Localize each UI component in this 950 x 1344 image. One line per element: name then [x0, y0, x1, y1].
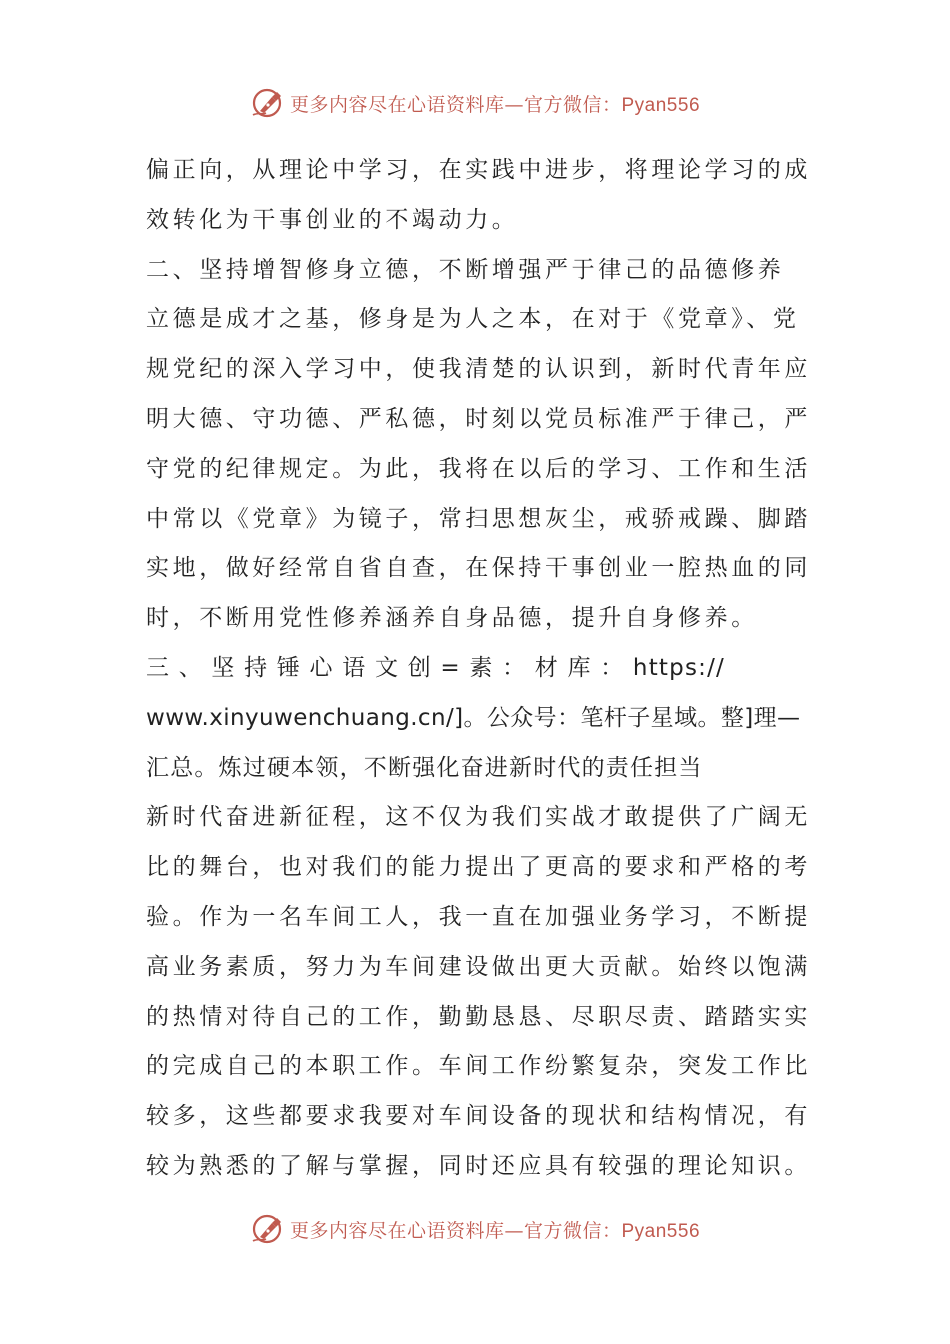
- text-line: 的热情对待自己的工作，勤勤恳恳、尽职尽责、踏踏实实: [146, 1003, 811, 1030]
- text-line: 中常以《党章》为镜子，常扫思想灰尘，戒骄戒躁、脚踏: [146, 505, 811, 532]
- text-line-url: www.xinyuwenchuang.cn/]。公众号：笔杆子星域。整]理—: [146, 704, 801, 731]
- text-line: 较为熟悉的了解与掌握，同时还应具有较强的理论知识。: [146, 1152, 811, 1179]
- pen-nib-logo-icon: [250, 85, 286, 121]
- header-banner: [0, 83, 950, 123]
- section-heading: 二、坚持增智修身立德，不断增强严于律己的品德修养: [146, 256, 785, 283]
- text-line: 较多，这些都要求我要对车间设备的现状和结构情况，有: [146, 1103, 811, 1130]
- footer-text: [290, 1216, 700, 1243]
- text-line: 高业务素质，努力为车间建设做出更大贡献。始终以饱满: [146, 953, 811, 980]
- header-slogan: 更多内容尽在心语资料库—官方微信：: [289, 93, 622, 116]
- footer-wechat-id: Pyan556: [621, 1220, 701, 1242]
- document-body: [146, 146, 811, 1192]
- text-line: 的完成自己的本职工作。车间工作纷繁复杂，突发工作比: [146, 1053, 811, 1080]
- text-line: 汇总。炼过硬本领，不断强化奋进新时代的责任担当: [146, 754, 703, 781]
- text-line: 新时代奋进新征程，这不仅为我们实战才敢提供了广阔无: [146, 804, 811, 831]
- footer-slogan: 更多内容尽在心语资料库—官方微信：: [289, 1219, 622, 1242]
- pen-nib-logo-icon: [250, 1211, 286, 1247]
- text-line: 偏正向，从理论中学习，在实践中进步，将理论学习的成: [146, 157, 811, 183]
- footer-banner: [0, 1209, 950, 1249]
- text-line: 比的舞台，也对我们的能力提出了更高的要求和严格的考: [146, 854, 811, 881]
- text-line: 实地，做好经常自省自查，在保持干事创业一腔热血的同: [146, 555, 811, 582]
- header-text: [290, 90, 700, 117]
- header-wechat-id: Pyan556: [621, 94, 701, 116]
- text-line: 验。作为一名车间工人，我一直在加强业务学习，不断提: [146, 903, 811, 930]
- section-heading: 三 、 坚 持 锤 心 语 文 创 = 素 ： 材 库 ： https://: [146, 654, 725, 681]
- text-line: 明大德、守功德、严私德，时刻以党员标准严于律己，严: [146, 405, 811, 432]
- text-line: 效转化为干事创业的不竭动力。: [146, 206, 519, 233]
- text-line: 规党纪的深入学习中，使我清楚的认识到，新时代青年应: [146, 356, 811, 383]
- text-line: 立德是成才之基，修身是为人之本，在对于《党章》、党: [146, 306, 800, 333]
- text-line: 时，不断用党性修养涵养自身品德，提升自身修养。: [146, 605, 758, 632]
- text-line: 守党的纪律规定。为此，我将在以后的学习、工作和生活: [146, 455, 811, 482]
